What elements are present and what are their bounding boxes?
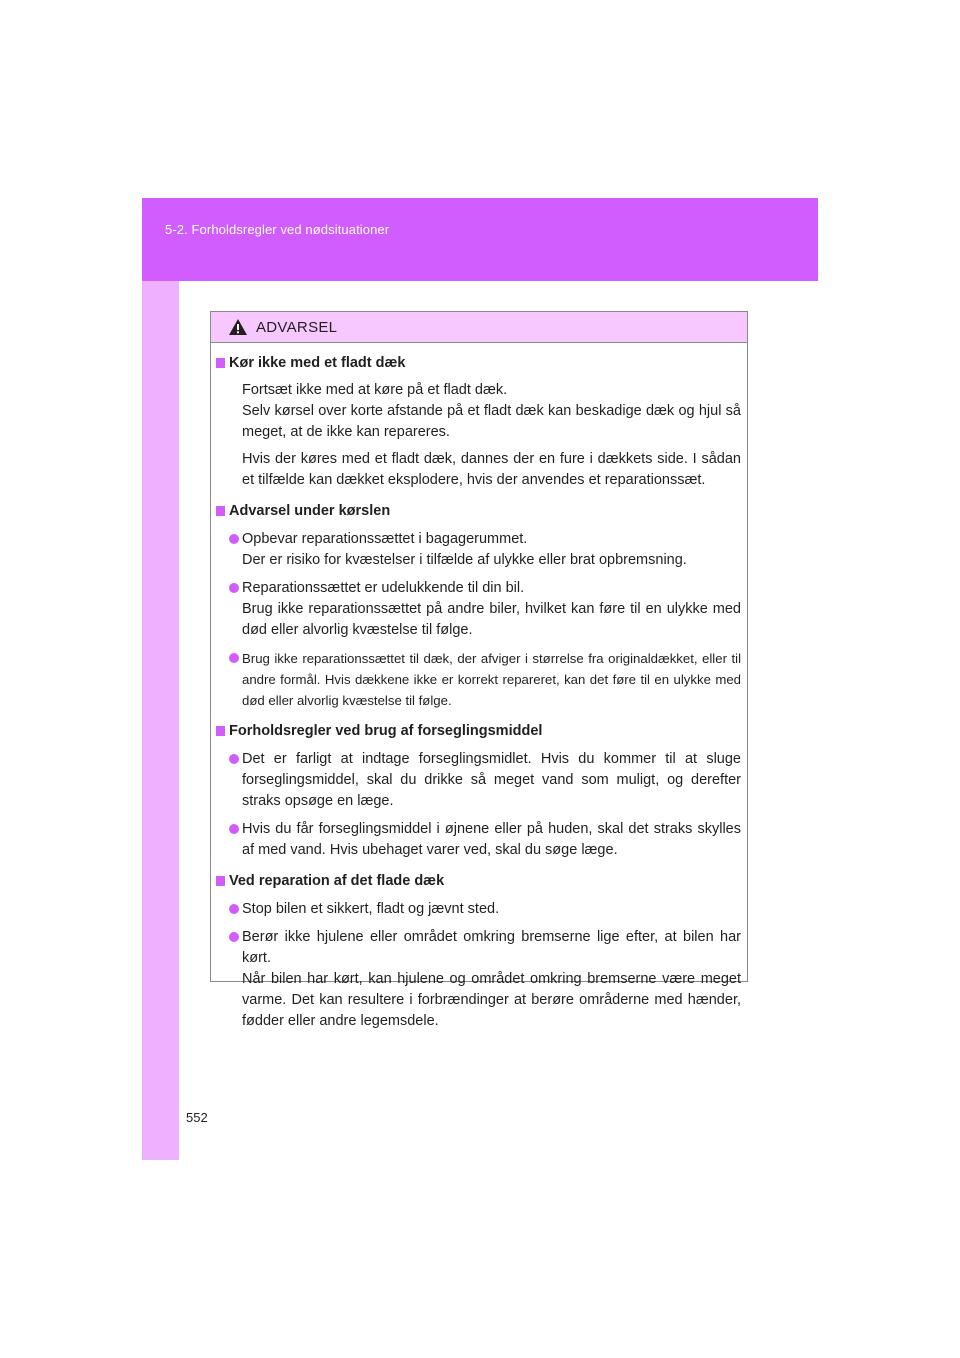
- round-bullet-icon: [229, 932, 239, 942]
- section-heading: Ved reparation af det flade dæk: [216, 871, 741, 892]
- warning-title: ADVARSEL: [256, 318, 338, 336]
- round-bullet-icon: [229, 534, 239, 544]
- round-bullet-icon: [229, 653, 239, 663]
- round-bullet-icon: [229, 754, 239, 764]
- warning-header: [211, 312, 747, 343]
- warning-box: [210, 311, 748, 1029]
- paragraph: Hvis der køres med et fladt dæk, dannes der en fure i dækkets side. I sådan et tilfælde kan dækket eksplodere, hvis der anvendes et reparationssæt.: [242, 451, 741, 488]
- warning-triangle-icon: [228, 318, 248, 336]
- bullet-item: Det er farligt at indtage forseglingsmidlet. Hvis du kommer til at sluge forseglingsmiddel, skal du drikke så meget vand som muligt, og derefter straks opsøge en læge.: [216, 749, 741, 812]
- square-bullet-icon: [216, 876, 225, 886]
- warning-body: [211, 343, 747, 1032]
- bullet-item: Hvis du får forseglingsmiddel i øjnene eller på huden, skal det straks skylles af med vand. Hvis ubehaget varer ved, skal du søge læge.: [216, 819, 741, 861]
- header-band: [142, 198, 818, 281]
- square-bullet-icon: [216, 726, 225, 736]
- side-strip: [142, 198, 179, 1160]
- round-bullet-icon: [229, 824, 239, 834]
- page-number: 552: [186, 1110, 208, 1125]
- section-label: 5-2. Forholdsregler ved nødsituationer: [165, 222, 390, 237]
- section-heading: Advarsel under kørslen: [216, 501, 741, 522]
- bullet-item: Opbevar reparationssættet i bagagerummet. Der er risiko for kvæstelser i tilfælde af ulykke eller brat opbremsning.: [216, 529, 741, 571]
- bullet-item: Reparationssættet er udelukkende til din bil. Brug ikke reparationssættet på andre biler, hvilket kan føre til en ulykke med død eller alvorlig kvæstelse til følge.: [216, 578, 741, 641]
- bullet-item: Brug ikke reparationssættet til dæk, der afviger i størrelse fra originaldækket, eller til andre formål. Hvis dækkene ikke er korrekt repareret, kan det føre til en ulykke med død eller alvorlig kvæstelse til følge.: [216, 648, 741, 711]
- paragraph: Fortsæt ikke med at køre på et fladt dæk. Selv kørsel over korte afstande på et fladt dæk kan beskadige dæk og hjul så meget, at de ikke kan repareres.: [242, 382, 741, 440]
- bullet-item: Stop bilen et sikkert, fladt og jævnt sted.: [216, 899, 741, 920]
- section-heading: Kør ikke med et fladt dæk: [216, 353, 741, 374]
- square-bullet-icon: [216, 506, 225, 516]
- section-heading: Forholdsregler ved brug af forseglingsmiddel: [216, 721, 741, 742]
- square-bullet-icon: [216, 358, 225, 368]
- round-bullet-icon: [229, 583, 239, 593]
- bullet-item: Berør ikke hjulene eller området omkring bremserne lige efter, at bilen har kørt. Når bilen har kørt, kan hjulene og området omkring bremserne være meget varme. Det kan resultere i forbrændinger at berøre områderne med hænder, fødder eller andre legemsdele.: [216, 927, 741, 1032]
- round-bullet-icon: [229, 904, 239, 914]
